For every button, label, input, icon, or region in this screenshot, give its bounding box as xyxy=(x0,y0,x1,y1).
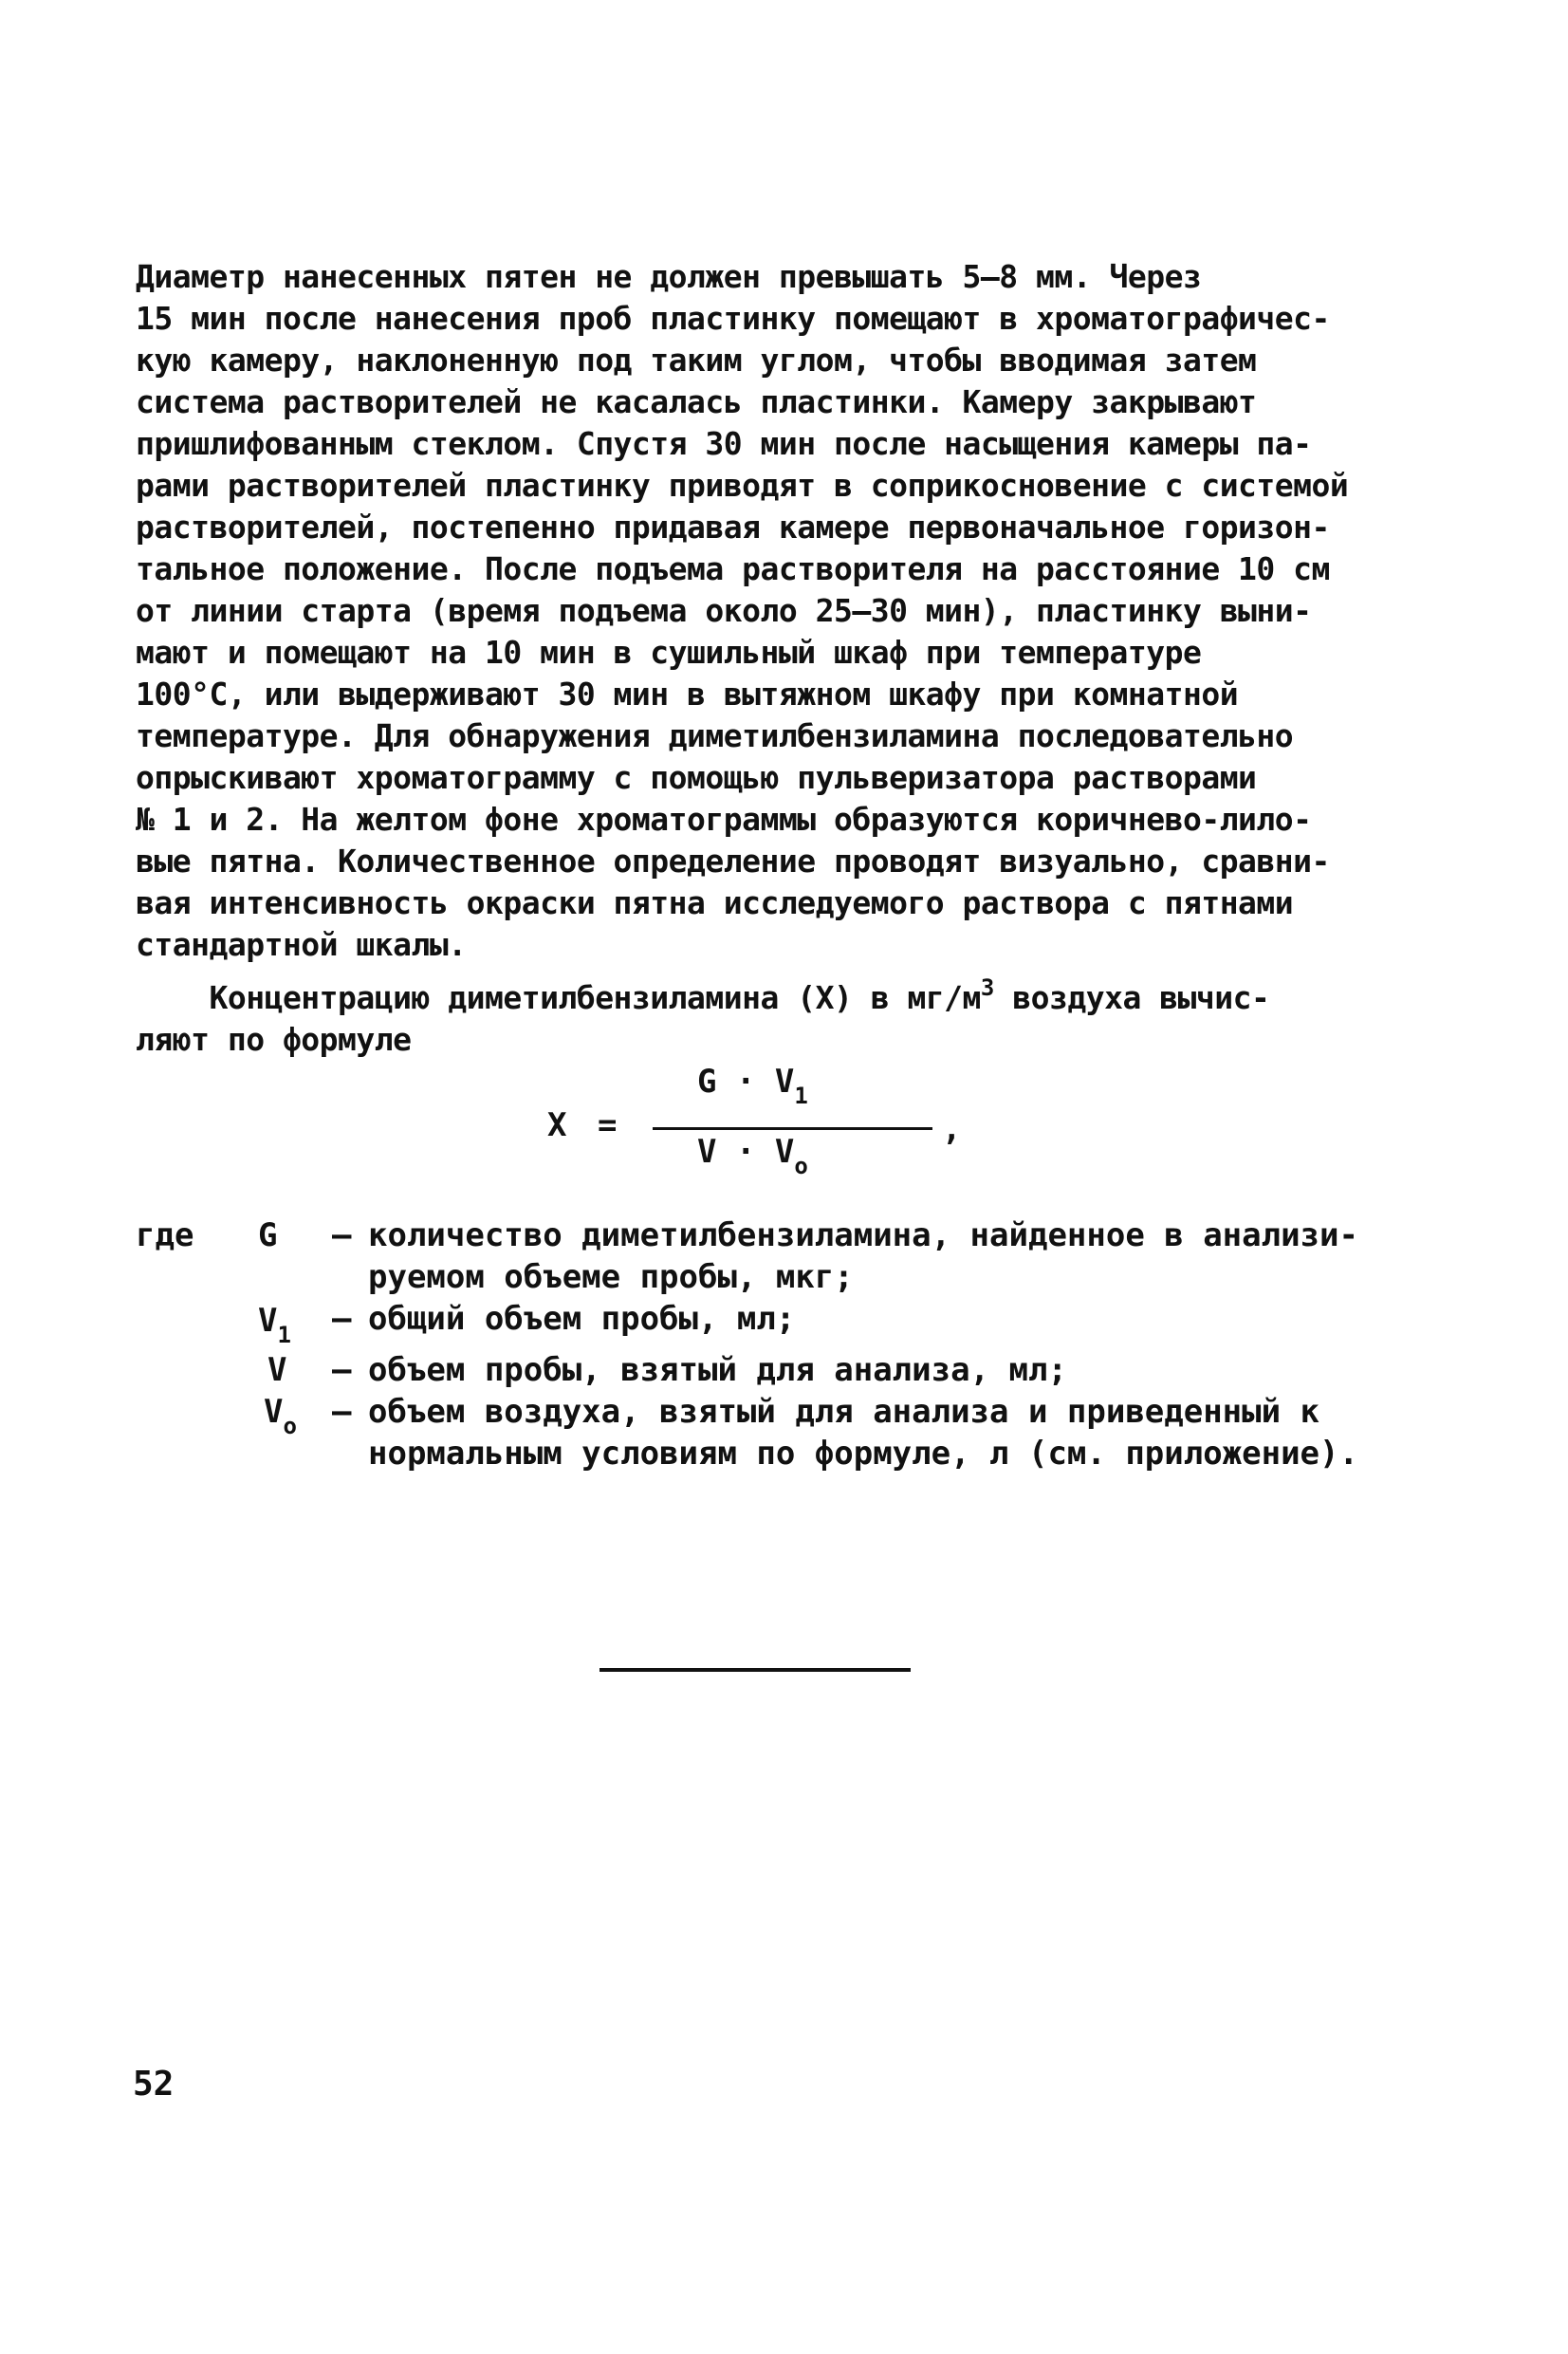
definition-text: количество диметилбензиламина, найденное в анализи- xyxy=(368,1216,1358,1254)
definition-dash: – xyxy=(332,1300,352,1338)
separator-rule xyxy=(600,1668,911,1672)
definition-text: нормальным условиям по формуле, л (см. приложение). xyxy=(368,1435,1358,1473)
paragraph-line: 15 мин после нанесения проб пластинку помещают в хроматографичес- xyxy=(136,300,1330,337)
definition-symbol: V xyxy=(267,1351,287,1389)
definition-symbol: G xyxy=(258,1216,278,1254)
paragraph-line: растворителей, постепенно придавая камере первоначальное горизон- xyxy=(136,509,1330,546)
formula-equals: = xyxy=(598,1106,618,1144)
paragraph-line: тальное положение. После подъема растворителя на расстояние 10 см xyxy=(136,550,1330,587)
paragraph-line: Диаметр нанесенных пятен не должен превышать 5–8 мм. Через xyxy=(136,258,1202,295)
paragraph-line: стандартной шкалы. xyxy=(136,926,467,963)
definition-symbol: $V_o$ xyxy=(264,1393,297,1439)
definition-text: общий объем пробы, мл; xyxy=(368,1300,796,1338)
paragraph-line: мают и помещают на 10 мин в сушильный шкаф при температуре xyxy=(136,634,1202,671)
paragraph-line: вая интенсивность окраски пятна исследуемого раствора с пятнами xyxy=(136,884,1294,921)
paragraph-line: система растворителей не касалась пластинки. Камеру закрывают xyxy=(136,383,1257,420)
paragraph-line: рами растворителей пластинку приводят в соприкосновение с системой xyxy=(136,467,1349,504)
definition-dash: – xyxy=(332,1393,352,1431)
numerator-main: G · V xyxy=(697,1063,795,1101)
formula-comma: , xyxy=(942,1110,962,1148)
concentration-line-2: ляют по формуле xyxy=(136,1021,412,1058)
paragraph-line: вые пятна. Количественное определение проводят визуально, сравни- xyxy=(136,843,1330,880)
denominator-main: V · V xyxy=(697,1133,795,1171)
paragraph-line: 100°С, или выдерживают 30 мин в вытяжном шкафу при комнатной xyxy=(136,676,1239,713)
concentration-text-end: воздуха вычис- xyxy=(993,979,1270,1016)
definition-text: объем воздуха, взятый для анализа и приведенный к xyxy=(368,1393,1320,1431)
paragraph-line: кую камеру, наклоненную под таким углом, чтобы вводимая затем xyxy=(136,342,1257,379)
denominator-subscript: o xyxy=(794,1153,808,1179)
concentration-text: Концентрацию диметилбензиламина (X) в мг/м xyxy=(136,979,981,1016)
page-number: 52 xyxy=(133,2065,175,2104)
paragraph-line: температуре. Для обнаружения диметилбензиламина последовательно xyxy=(136,717,1294,754)
definition-text: руемом объеме пробы, мкг; xyxy=(368,1258,854,1296)
cubic-superscript: 3 xyxy=(980,974,994,1001)
definition-text: объем пробы, взятый для анализа, мл; xyxy=(368,1351,1067,1389)
formula-lhs: X xyxy=(547,1106,567,1144)
definition-dash: – xyxy=(332,1351,352,1389)
concentration-line xyxy=(136,974,1435,1019)
definition-dash: – xyxy=(332,1216,352,1254)
numerator-subscript: 1 xyxy=(794,1083,808,1109)
formula-denominator xyxy=(697,1131,808,1179)
paragraph-line: опрыскивают хроматограмму с помощью пульверизатора растворами xyxy=(136,759,1257,796)
paragraph-line: пришлифованным стеклом. Спустя 30 мин после насыщения камеры па- xyxy=(136,425,1312,462)
paragraph-line: от линии старта (время подъема около 25–30 мин), пластинку выни- xyxy=(136,592,1312,629)
paragraph-line: № 1 и 2. На желтом фоне хроматограммы образуются коричнево-лило- xyxy=(136,801,1312,838)
fraction-bar xyxy=(653,1127,932,1130)
formula-numerator xyxy=(697,1061,808,1109)
where-label: где xyxy=(136,1216,194,1254)
definition-symbol: $V_1$ xyxy=(258,1302,291,1348)
